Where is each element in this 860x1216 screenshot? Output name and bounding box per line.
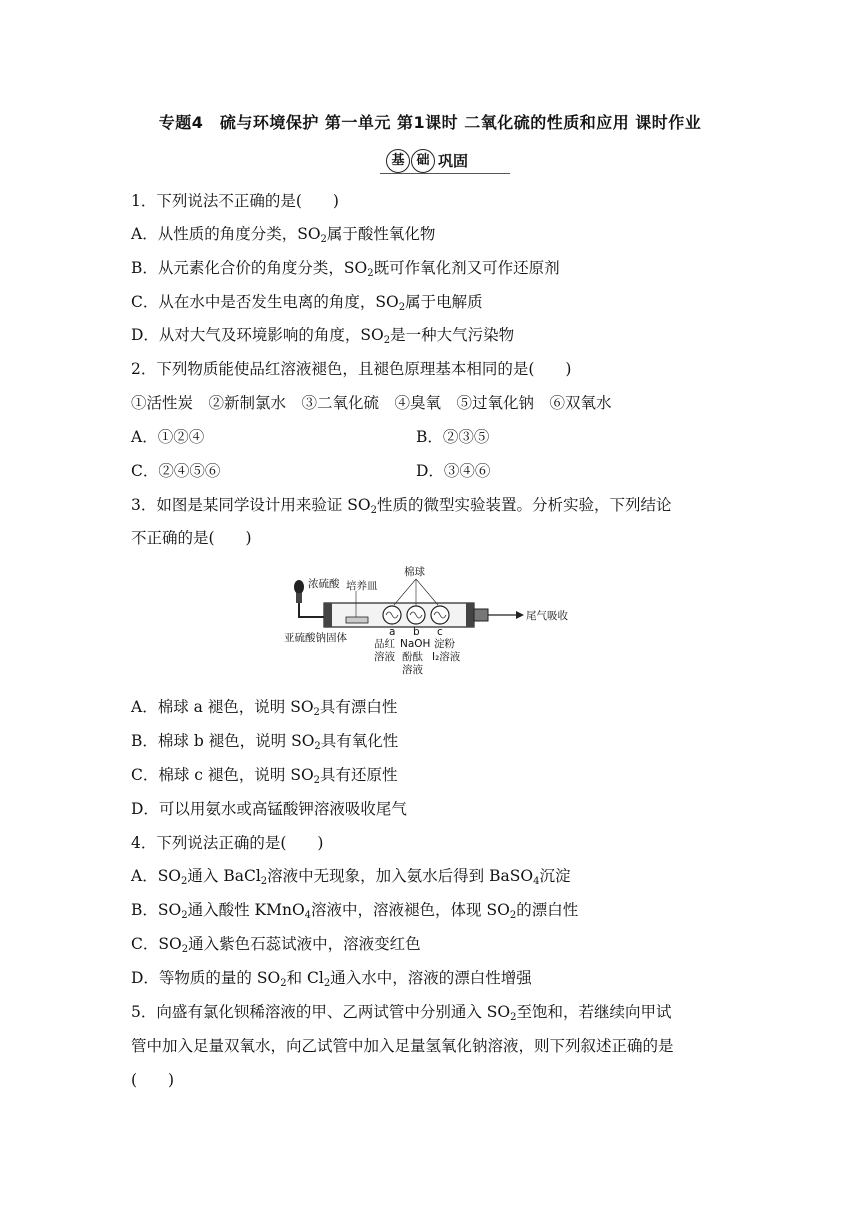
badge-char-1: 基 (386, 149, 410, 173)
badge-text: 巩固 (438, 152, 469, 170)
dropper-bulb-icon (294, 580, 304, 594)
q5-stem-line3: ( ) (131, 1071, 175, 1089)
label-c-line2: I₂溶液 (432, 651, 461, 663)
page-title: 专题4 硫与环境保护 第一单元 第1课时 二氧化硫的性质和应用 课时作业 (158, 113, 702, 132)
q3-option-d: D．可以用氨水或高锰酸钾溶液吸收尾气 (131, 800, 407, 818)
q3-option-a: A．棉球 a 褪色，说明 $SO_2$具有漂白性 (131, 698, 398, 718)
q2-option-a: A．①②④ (131, 428, 205, 446)
q5-stem-line2: 管中加入足量双氧水，向乙试管中加入足量氢氧化钠溶液，则下列叙述正确的是 (131, 1037, 674, 1055)
q2-option-b: B．②③⑤ (416, 428, 490, 446)
label-a-line1: 品红 (374, 638, 395, 650)
experiment-apparatus-figure (284, 565, 604, 675)
q4-option-c: C．$SO_2$通入紫色石蕊试液中，溶液变红色 (131, 935, 421, 955)
q4-option-d: D．等物质的量的 $SO_2$和 $Cl_2$通入水中，溶液的漂白性增强 (131, 969, 532, 989)
q2-stem: 2．下列物质能使品红溶液褪色，且褪色原理基本相同的是( ) (131, 360, 572, 378)
q4-option-a: A．$SO_2$通入 BaCl$_2$溶液中无现象，加入氨水后得到 BaSO$_4$沉淀 (131, 867, 571, 887)
label-solid: 亚硫酸钠固体 (284, 632, 347, 644)
q1-option-d: D．从对大气及环境影响的角度，$SO_2$是一种大气污染物 (131, 326, 515, 346)
q1-option-b: B．从元素化合价的角度分类，$SO_2$既可作氧化剂又可作还原剂 (131, 259, 560, 279)
q1-option-c: C．从在水中是否发生电离的角度，$SO_2$属于电解质 (131, 293, 483, 313)
label-b: b (413, 626, 420, 638)
badge-underline (380, 173, 510, 174)
q2-option-d: D．③④⑥ (416, 462, 491, 480)
q1-stem: 1．下列说法不正确的是( ) (131, 192, 339, 210)
label-a: a (389, 626, 396, 638)
q2-option-c: C．②④⑤⑥ (131, 462, 221, 480)
q2-items: ①活性炭 ②新制氯水 ③二氧化硫 ④臭氧 ⑤过氧化钠 ⑥双氧水 (131, 394, 612, 412)
arrow-right-icon (516, 611, 524, 619)
label-a-line2: 溶液 (374, 651, 395, 663)
label-c-line1: 淀粉 (434, 638, 455, 650)
label-cotton: 棉球 (404, 566, 425, 578)
badge-char-2: 础 (411, 149, 435, 173)
section-badge (380, 148, 510, 176)
q3-option-c: C．棉球 c 褪色，说明 $SO_2$具有还原性 (131, 766, 398, 786)
q5-stem-line1: 5．向盛有氯化钡稀溶液的甲、乙两试管中分别通入 $SO_2$至饱和，若继续向甲试 (131, 1003, 672, 1023)
q3-option-b: B．棉球 b 褪色，说明 $SO_2$具有氧化性 (131, 732, 399, 752)
label-b-line3: 溶液 (402, 664, 423, 675)
label-c: c (437, 626, 443, 638)
petri-dish (346, 617, 368, 623)
q4-stem: 4．下列说法正确的是( ) (131, 834, 324, 852)
label-b-line2: 酚酞 (402, 651, 423, 663)
label-b-line1: NaOH (400, 638, 431, 650)
label-tail-gas: 尾气吸收 (526, 610, 568, 622)
q3-stem-line1: 3．如图是某同学设计用来验证 $SO_2$性质的微型实验装置。分析实验，下列结论 (131, 496, 672, 516)
q1-option-a: A．从性质的角度分类，$SO_2$属于酸性氧化物 (131, 225, 436, 245)
label-acid: 浓硫酸 (308, 578, 340, 590)
q3-stem-line2: 不正确的是( ) (131, 529, 252, 547)
q4-option-b: B．$SO_2$通入酸性 KMnO$_4$溶液中，溶液褪色，体现 $SO_2$的漂白性 (131, 901, 579, 921)
label-dish: 培养皿 (346, 580, 378, 592)
